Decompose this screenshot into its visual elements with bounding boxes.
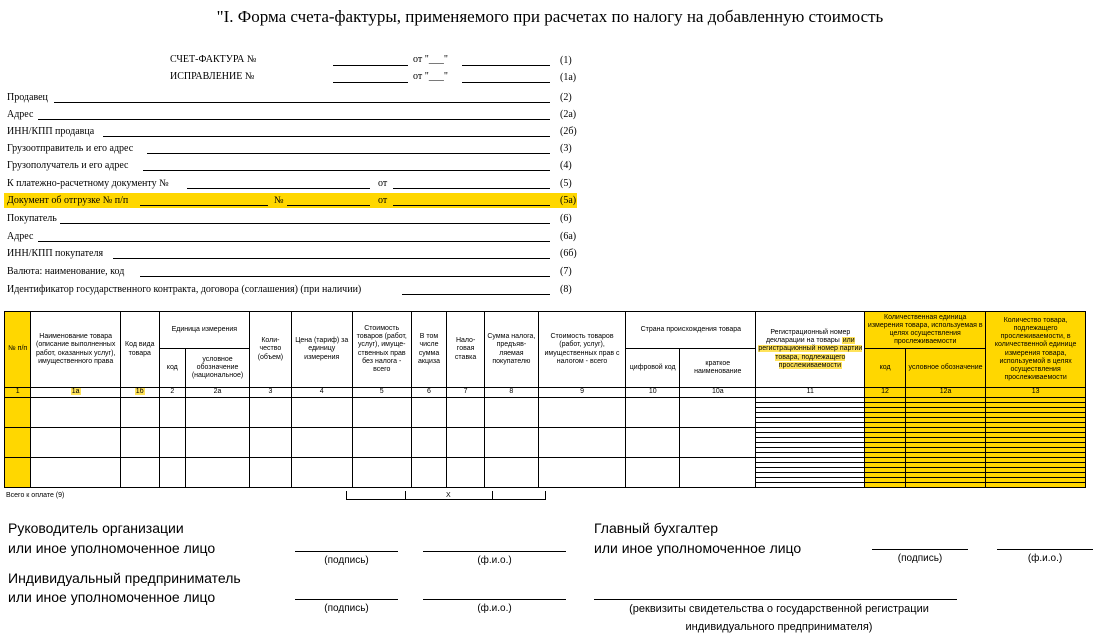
seller-ref: (2) — [560, 92, 572, 103]
table-cell[interactable] — [680, 398, 756, 428]
consignee-ref: (4) — [560, 160, 572, 171]
table-cell[interactable] — [352, 458, 411, 488]
payment-doc-date-field[interactable] — [393, 188, 550, 189]
ip-fio-caption: (ф.и.о.) — [477, 603, 512, 614]
ip-label-1: Индивидуальный предприниматель — [8, 570, 241, 586]
col-country-code-header: цифровой код — [626, 349, 680, 388]
col-country-name-header: краткое наименование — [680, 349, 756, 388]
currency-field[interactable] — [140, 276, 550, 277]
consignee-field[interactable] — [143, 170, 550, 171]
total-divider — [405, 491, 406, 500]
payment-doc-field[interactable] — [187, 188, 370, 189]
buyer-ref: (6) — [560, 213, 572, 224]
table-cell[interactable] — [756, 483, 865, 488]
correction-date-field[interactable] — [462, 82, 550, 83]
head-fio-caption: (ф.и.о.) — [477, 555, 512, 566]
table-cell[interactable] — [680, 428, 756, 458]
table-cell[interactable] — [250, 398, 292, 428]
table-cell[interactable] — [626, 398, 680, 428]
shipment-doc-date-field[interactable] — [393, 205, 550, 206]
col-number: 12 — [865, 388, 906, 398]
table-cell[interactable] — [5, 398, 31, 428]
ip-signature-field[interactable] — [295, 599, 398, 600]
seller-address-ref: (2а) — [560, 109, 577, 120]
col-num-header: № п/п — [5, 312, 31, 388]
col-excise-header: В том числе сумма акциза — [411, 312, 447, 388]
chief-signature-caption: (подпись) — [897, 553, 943, 564]
seller-address-field[interactable] — [38, 119, 550, 120]
col-number: 10а — [680, 388, 756, 398]
total-label: Всего к оплате (9) — [6, 492, 65, 499]
col-track-unit-header: Количественная единица измерения товара, используемая в целях осуществления прослеживаемости — [865, 312, 986, 349]
correction-number-field[interactable] — [333, 82, 408, 83]
total-divider — [492, 491, 493, 500]
col-track-qty-header: Количество товара, подлежащего прослеживаемости, в количественной единице измерения товара, используемой в целях осуществления прослеживаемости — [986, 312, 1086, 388]
table-cell[interactable] — [538, 458, 625, 488]
table-cell[interactable] — [186, 458, 250, 488]
table-cell[interactable] — [31, 428, 120, 458]
seller-field[interactable] — [54, 102, 550, 103]
buyer-inn-field[interactable] — [113, 258, 550, 259]
col-country-header: Страна происхождения товара — [626, 312, 756, 349]
shipment-doc-label: Документ об отгрузке № п/п — [7, 195, 129, 206]
table-cell[interactable] — [250, 428, 292, 458]
buyer-address-field[interactable] — [38, 241, 550, 242]
form-title: "I. Форма счета-фактуры, применяемого при расчетах по налогу на добавленную стоимость — [216, 7, 884, 26]
shipment-doc-ref: (5а) — [560, 195, 577, 206]
currency-label: Валюта: наименование, код — [7, 266, 125, 277]
goods-table — [4, 311, 1086, 488]
seller-label: Продавец — [7, 92, 48, 103]
col-number: 6 — [411, 388, 447, 398]
col-qty-header: Коли-чество (объем) — [250, 312, 292, 388]
shipment-doc-date-sep: от — [378, 195, 388, 206]
table-cell[interactable] — [120, 458, 159, 488]
head-signature-field[interactable] — [295, 551, 398, 552]
table-cell[interactable] — [626, 458, 680, 488]
col-number: 4 — [291, 388, 352, 398]
col-number: 1 — [5, 388, 31, 398]
table-cell[interactable] — [538, 398, 625, 428]
table-cell[interactable] — [5, 428, 31, 458]
table-cell[interactable] — [447, 458, 485, 488]
buyer-address-label: Адрес — [7, 231, 34, 242]
table-cell[interactable] — [186, 398, 250, 428]
col-price-header: Цена (тариф) за единицу измерения — [291, 312, 352, 388]
buyer-inn-ref: (6б) — [560, 248, 577, 259]
chief-fio-caption: (ф.и.о.) — [1027, 553, 1063, 564]
table-cell[interactable] — [865, 483, 906, 488]
payment-doc-ref: (5) — [560, 178, 572, 189]
chief-label-1: Главный бухгалтер — [594, 520, 718, 536]
seller-inn-label: ИНН/КПП продавца — [7, 126, 95, 137]
consignee-label: Грузополучатель и его адрес — [7, 160, 129, 171]
col-number: 12а — [905, 388, 985, 398]
col-number: 1а — [31, 388, 120, 398]
col-number: 8 — [484, 388, 538, 398]
ip-label-2: или иное уполномоченное лицо — [8, 589, 216, 605]
chief-fio-field[interactable] — [997, 549, 1093, 550]
payment-doc-label: К платежно-расчетному документу № — [7, 178, 169, 189]
head-label-2: или иное уполномоченное лицо — [8, 540, 216, 556]
ip-fio-field[interactable] — [423, 599, 566, 600]
col-track-sym-header: условное обозначение — [905, 349, 985, 388]
table-cell[interactable] — [538, 428, 625, 458]
table-cell[interactable] — [352, 428, 411, 458]
table-cell[interactable] — [484, 428, 538, 458]
col-number: 7 — [447, 388, 485, 398]
table-cell[interactable] — [291, 398, 352, 428]
buyer-field[interactable] — [60, 223, 550, 224]
shipment-doc-num-sep: № — [274, 195, 284, 206]
table-cell[interactable] — [159, 458, 185, 488]
table-cell[interactable] — [159, 428, 185, 458]
table-cell[interactable] — [626, 428, 680, 458]
table-cell[interactable] — [680, 458, 756, 488]
table-cell[interactable] — [411, 398, 447, 428]
col-number: 2 — [159, 388, 185, 398]
table-cell[interactable] — [411, 428, 447, 458]
col-reg-header-a: Регистрационный номер декларации на товары — [765, 328, 851, 345]
col-number: 3 — [250, 388, 292, 398]
table-cell[interactable] — [411, 458, 447, 488]
buyer-address-ref: (6а) — [560, 231, 577, 242]
col-number: 2а — [186, 388, 250, 398]
shipment-doc-idx-field[interactable] — [140, 205, 268, 206]
col-track-code-header: код — [865, 349, 906, 388]
table-cell[interactable] — [447, 398, 485, 428]
col-cost-w-tax-header: Стоимость товаров (работ, услуг), имущественных прав с налогом - всего — [538, 312, 625, 388]
table-cell[interactable] — [352, 398, 411, 428]
col-number: 9 — [538, 388, 625, 398]
head-label-1: Руководитель организации — [8, 520, 184, 536]
col-reg-header-b: или регистрационный номер партии товара, подлежащего прослеживаемости — [758, 337, 863, 369]
shipper-ref: (3) — [560, 143, 572, 154]
invoice-ref: (1) — [560, 55, 572, 66]
ip-registration-caption-2: индивидуального предпринимателя) — [685, 621, 873, 633]
contract-id-label: Идентификатор государственного контракта, договора (соглашения) (при наличии) — [7, 284, 362, 295]
col-rate-header: Нало-говая ставка — [447, 312, 485, 388]
table-cell[interactable] — [905, 483, 985, 488]
table-cell[interactable] — [291, 428, 352, 458]
col-name-header: Наименование товара (описание выполненных работ, оказанных услуг), имущественного права — [31, 312, 120, 388]
chief-signature-field[interactable] — [872, 549, 968, 550]
payment-doc-date-sep: от — [378, 178, 388, 189]
col-unit-sym-header: условное обозначение (национальное) — [186, 349, 250, 388]
shipper-label: Грузоотправитель и его адрес — [7, 143, 134, 154]
table-cell[interactable] — [986, 483, 1086, 488]
table-cell[interactable] — [250, 458, 292, 488]
table-cell[interactable] — [291, 458, 352, 488]
table-cell[interactable] — [484, 458, 538, 488]
col-number: 13 — [986, 388, 1086, 398]
table-cell[interactable] — [31, 398, 120, 428]
ip-signature-caption: (подпись) — [324, 603, 369, 614]
col-tax-header: Сумма налога, предъяв-ляемая покупателю — [484, 312, 538, 388]
head-fio-field[interactable] — [423, 551, 566, 552]
total-x: X — [446, 492, 451, 499]
correction-date-sep: от "___" — [413, 71, 448, 82]
buyer-label: Покупатель — [7, 213, 57, 224]
seller-address-label: Адрес — [7, 109, 34, 120]
col-unit-code-header: код — [159, 349, 185, 388]
chief-label-2: или иное уполномоченное лицо — [594, 540, 802, 556]
shipper-field[interactable] — [147, 153, 550, 154]
column-numbers-row — [5, 388, 1086, 398]
correction-ref: (1а) — [560, 72, 577, 83]
table-cell[interactable] — [120, 398, 159, 428]
col-reg-header — [756, 312, 865, 388]
col-unit-header: Единица измерения — [159, 312, 250, 349]
invoice-date-field[interactable] — [462, 65, 550, 66]
contract-id-field[interactable] — [402, 294, 550, 295]
col-number: 1б — [120, 388, 159, 398]
col-kind-header: Код вида товара — [120, 312, 159, 388]
seller-inn-field[interactable] — [103, 136, 550, 137]
ip-registration-caption-1: (реквизиты свидетельства о государственной регистрации — [629, 603, 929, 615]
invoice-number-label: СЧЕТ-ФАКТУРА № — [170, 54, 257, 65]
table-cell[interactable] — [5, 458, 31, 488]
head-signature-caption: (подпись) — [324, 555, 369, 566]
col-number: 10 — [626, 388, 680, 398]
table-cell[interactable] — [186, 428, 250, 458]
table-cell[interactable] — [120, 428, 159, 458]
table-cell[interactable] — [159, 398, 185, 428]
contract-id-ref: (8) — [560, 284, 572, 295]
correction-number-label: ИСПРАВЛЕНИЕ № — [170, 71, 255, 82]
currency-ref: (7) — [560, 266, 572, 277]
table-cell[interactable] — [31, 458, 120, 488]
seller-inn-ref: (2б) — [560, 126, 577, 137]
table-cell[interactable] — [447, 428, 485, 458]
col-cost-wo-tax-header: Стоимость товаров (работ, услуг), имуще-ственных прав без налога - всего — [352, 312, 411, 388]
col-number: 5 — [352, 388, 411, 398]
invoice-date-sep: от "___" — [413, 54, 448, 65]
ip-registration-field[interactable] — [594, 599, 957, 600]
col-number: 11 — [756, 388, 865, 398]
shipment-doc-num-field[interactable] — [287, 205, 370, 206]
buyer-inn-label: ИНН/КПП покупателя — [7, 248, 104, 259]
table-cell[interactable] — [484, 398, 538, 428]
invoice-number-field[interactable] — [333, 65, 408, 66]
